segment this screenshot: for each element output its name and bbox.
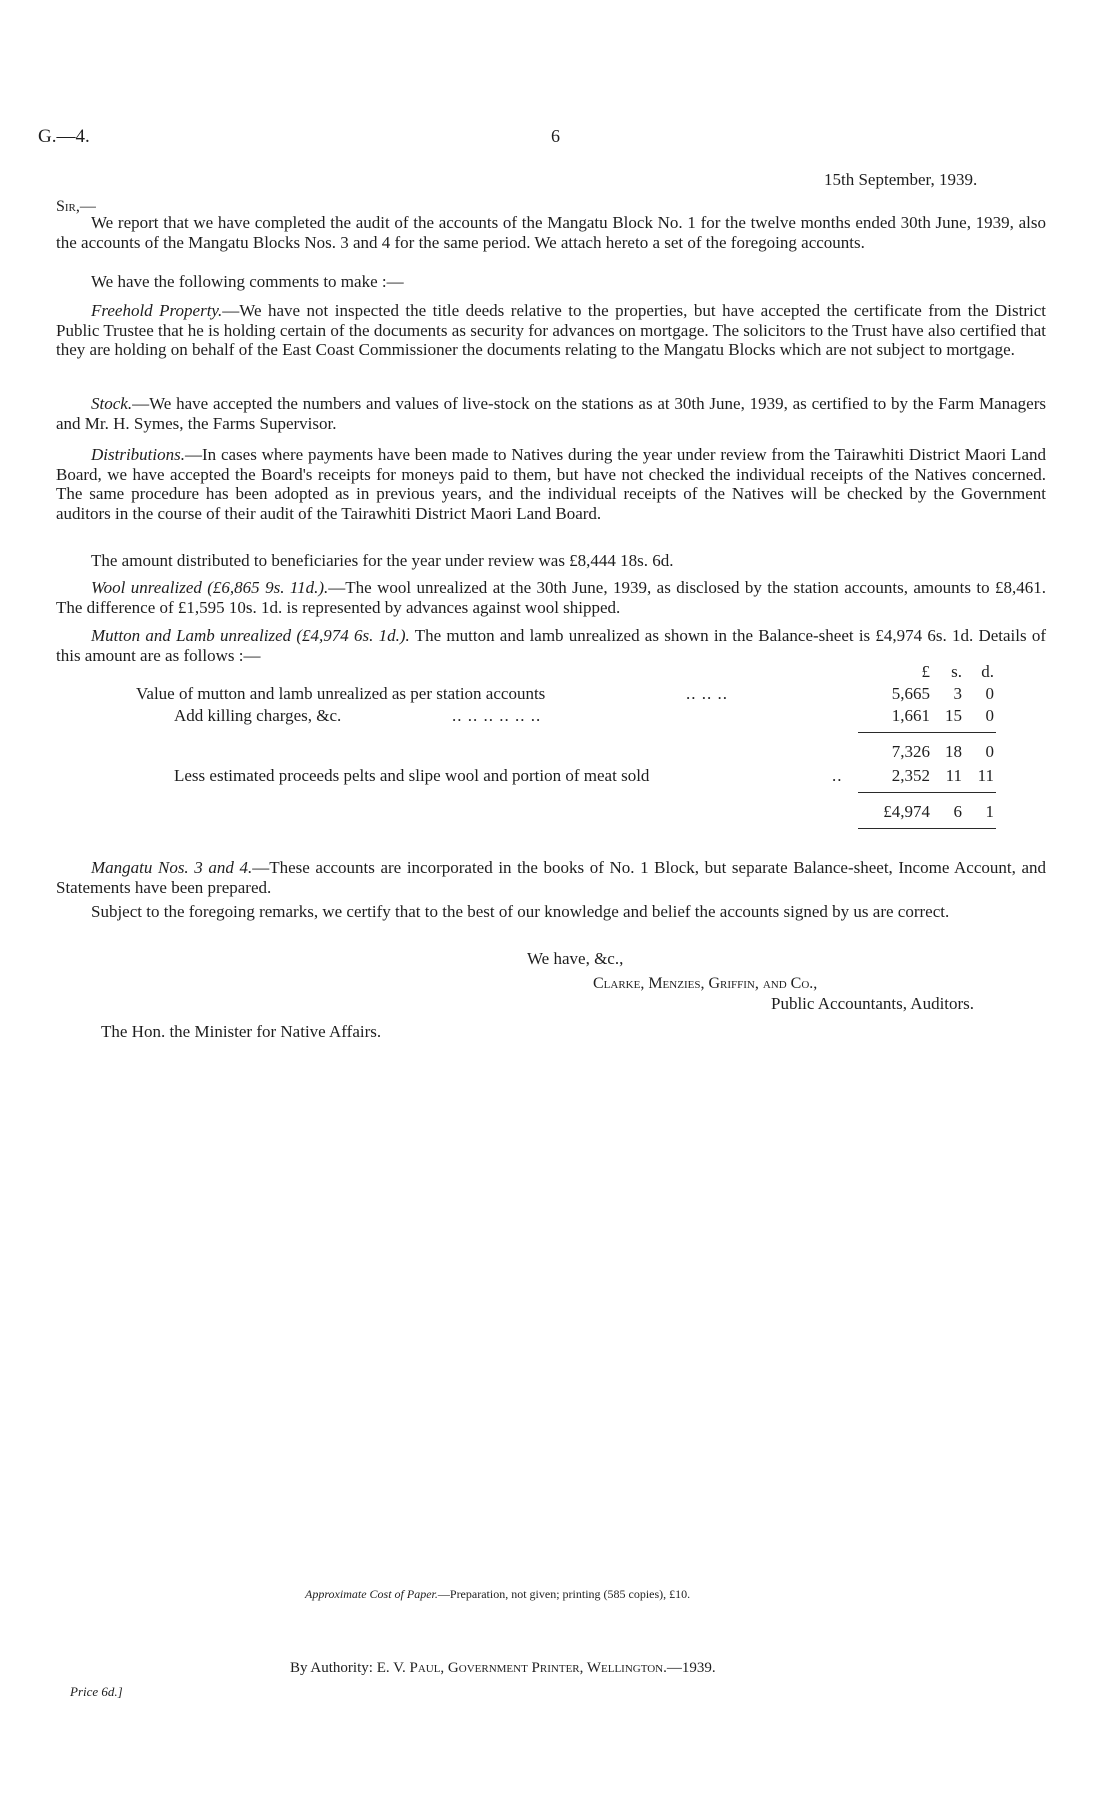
table-row [0,802,1114,824]
document-reference: G.—4. [38,126,90,147]
page-number: 6 [551,126,560,146]
subtotal-rule [858,732,996,733]
certify-paragraph: Subject to the foregoing remarks, we certify that to the best of our knowledge and belief the accounts signed by us are correct. [91,902,950,921]
closing: We have, &c., [527,949,624,968]
mutton-text: The mutton and lamb unrealized as shown in the Balance-sheet is £4,974 6s. 1d. Details of this amount are as follows :— [56,626,1046,665]
freehold-paragraph [56,301,1046,360]
row-pounds: 2,352 [891,766,930,785]
row-pounds: 1,661 [891,706,930,725]
table-header [0,662,1114,684]
mangatu-paragraph [56,858,1046,897]
wool-text: —The wool unrealized at the 30th June, 1939, as disclosed by the station accounts, amounts to £8,461. The difference of £1,595 10s. 1d. is represented by advances against wool shipped. [56,578,1046,617]
row-pence: 11 [977,766,994,785]
row-pence: 1 [985,802,994,821]
table-row [0,742,1114,764]
table-row [0,706,1114,728]
printer-name: E. V. Paul, Government Printer, Wellington.—1939. [376,1660,716,1676]
signatory: Clarke, Menzies, Griffin, and Co., [593,975,818,992]
mangatu-text: —These accounts are incorporated in the books of No. 1 Block, but separate Balance-sheet, Income Account, and Statements have been prepared. [56,858,1046,897]
row-leader-dots: .. .. .. .. .. .. [452,706,542,725]
row-label: Add killing charges, &c. [174,706,342,725]
row-shillings: 3 [953,684,962,703]
row-leader-dots: .. .. .. [686,684,728,703]
distributed-amount: The amount distributed to beneficiaries for the year under review was £8,444 18s. 6d. [91,551,674,570]
row-shillings: 15 [945,706,962,725]
signatory-title: Public Accountants, Auditors. [771,994,975,1013]
row-pence: 0 [985,684,994,703]
total-underline [858,828,996,829]
stock-text: —We have accepted the numbers and values of live-stock on the stations as at 30th June, 1939, as certified to by the Farm Managers and Mr. H. Symes, the Farms Supervisor. [56,394,1046,433]
total-rule [858,792,996,793]
printer-line [290,1660,716,1677]
row-pounds: 7,326 [891,742,930,761]
cost-text: —Preparation, not given; printing (585 copies), £10. [437,1587,691,1601]
mangatu-heading: Mangatu Nos. 3 and 4. [91,858,253,877]
stock-heading: Stock. [91,394,133,413]
col-shilling-header: s. [951,662,962,681]
intro-paragraph: We report that we have completed the audit of the accounts of the Mangatu Block No. 1 for the twelve months ended 30th June, 1939, also the accounts of the Mangatu Blocks Nos. 3 and 4 for the same period. We attach hereto a set of the foregoing accounts. [56,213,1046,252]
addressee: The Hon. the Minister for Native Affairs. [101,1022,382,1041]
wool-paragraph [56,578,1046,617]
authority-prefix: By Authority: [290,1660,373,1676]
row-label: Value of mutton and lamb unrealized as per station accounts [136,684,546,703]
row-shillings: 18 [945,742,962,761]
stock-paragraph [56,394,1046,433]
distributions-heading: Distributions. [91,445,185,464]
row-shillings: 6 [953,802,962,821]
comments-intro: We have the following comments to make :— [91,272,404,291]
table-row [0,766,1114,788]
row-shillings: 11 [945,766,962,785]
mutton-paragraph [56,626,1046,665]
mutton-heading: Mutton and Lamb unrealized (£4,974 6s. 1d.). [91,626,410,645]
row-pence: 0 [985,706,994,725]
col-pound-header: £ [921,662,930,681]
table-row [0,684,1114,706]
price-note: Price 6d.] [70,1684,123,1699]
row-pounds: 5,665 [891,684,930,703]
cost-note [305,1587,690,1602]
letter-date: 15th September, 1939. [824,170,978,189]
row-leader-dots: .. [832,766,843,785]
wool-heading: Wool unrealized (£6,865 9s. 11d.). [91,578,329,597]
distributions-paragraph [56,445,1046,523]
salutation: Sir,— [56,198,96,215]
distributions-text: —In cases where payments have been made to Natives during the year under review from the Tairawhiti District Maori Land Board, we have accepted the Board's receipts for moneys paid to them, but have not checked the individual receipts of the Natives concerned. The same procedure has been adopted as in previous years, and the individual receipts of the Natives will be checked by the Government auditors in the course of their audit of the Tairawhiti District Maori Land Board. [56,445,1046,523]
col-pence-header: d. [981,662,994,681]
row-pence: 0 [985,742,994,761]
row-label: Less estimated proceeds pelts and slipe wool and portion of meat sold [174,766,650,785]
freehold-heading: Freehold Property. [91,301,223,320]
cost-label: Approximate Cost of Paper. [305,1587,438,1601]
freehold-text: —We have not inspected the title deeds relative to the properties, but have accepted the certificate from the District Public Trustee that he is holding certain of the documents as security for advances on mortgage. The solicitors to the Trust have also certified that they are holding on behalf of the East Coast Commissioner the documents relating to the Mangatu Blocks which are not subject to mortgage. [56,301,1047,359]
row-pounds: £4,974 [883,802,930,821]
